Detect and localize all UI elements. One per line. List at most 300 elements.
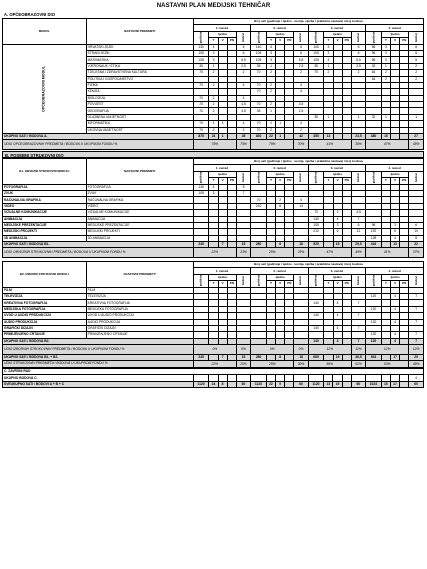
year-header: 1. razred [193,25,250,31]
godisnje-header: godišnje [366,171,382,184]
value-cell: 70 [193,121,209,127]
value-cell: 7 [351,216,365,222]
value-cell: 23,5 [351,134,365,140]
t-header: T [324,38,333,44]
pn-header: PN [227,178,236,184]
bodovi-header: bodovi [409,31,424,44]
bodovi-header: bodovi [351,171,365,184]
value-cell: 15 [381,134,390,140]
value-cell: 1 [324,63,333,69]
modul-name: RAČUNALNA GRAFIKA [3,197,87,203]
value-cell: 4 [236,82,250,88]
value-cell: 4 [294,197,308,203]
subject-name: UVOD U AUDIO PRODUKCIJU [86,313,193,319]
value-cell: 70 [193,108,209,114]
value-cell: 455 [308,134,324,140]
value-cell: 544 [366,355,382,361]
value-cell: 1 [266,63,275,69]
value-cell: 2 [294,127,308,133]
year-header: 2. razred [251,165,308,171]
value-cell: 4 [333,300,342,306]
value-cell: 70 [251,89,267,95]
value-cell: 140 [308,313,324,319]
bodovi-header: bodovi [236,171,250,184]
tjedno-header: tjedno [266,274,293,280]
value-cell: 24 [209,134,218,140]
subject-name: GRAFIČKI DIZAJN [86,325,193,331]
v-header: V [391,38,400,44]
value-cell: 105 [251,50,267,56]
t-header: T [381,178,390,184]
percent-points: 25% [236,361,250,367]
value-cell: 140 [251,44,267,50]
value-cell: 4 [391,332,400,338]
value-cell: 4 [391,293,400,299]
bodovi-header: bodovi [409,274,424,287]
percent-points: 49% [409,361,424,367]
tjedno-header: tjedno [381,274,408,280]
sum-label: UKUPNO SATI / BODOVA A. [3,134,194,140]
subject-name: POLITIKA I GOSPODARSTVO [86,76,193,82]
value-cell: 4 [391,338,400,344]
subject-name: LIKOVNA UMJETNOST [86,127,193,133]
year-header: 3. razred [308,25,365,31]
value-cell: 3 [294,89,308,95]
percent-hours: 47% [308,248,351,258]
value-cell: 3 [324,44,333,50]
value-cell: 70 [193,95,209,101]
bodovi-header: bodovi [351,274,365,287]
value-cell: 3 [381,44,390,50]
value-cell: 13 [391,242,400,248]
tjedno-header: tjedno [266,31,293,37]
subject-name: INFORMATIKA [86,121,193,127]
value-cell: 6 [351,50,365,56]
value-cell: 5 [409,57,424,63]
percent-points: 23% [236,248,250,258]
modul-name: GRAFIČKI DIZAJN [3,325,87,331]
value-cell: 140 [308,338,324,344]
value-cell: 35 [251,63,267,69]
subject-name: POVIJEST [86,102,193,108]
subject-name: VJERONAUK / ETIKA [86,63,193,69]
value-cell: 6 [236,50,250,56]
value-cell: 29,5 [351,242,365,248]
value-cell: 2 [276,197,285,203]
pn-header: PN [400,38,409,44]
value-cell: 4 [209,44,218,50]
modul-name: VIDEO [3,203,87,209]
value-cell: 18 [294,355,308,361]
value-cell: 96 [366,44,382,50]
value-cell: 2 [266,82,275,88]
value-cell: 140 [193,184,209,190]
modul-header: MODUL [3,19,87,45]
value-cell: 105 [251,57,267,63]
value-cell: 35 [308,114,324,120]
percent-points: 0% [236,345,250,355]
value-cell: 2 [381,70,390,76]
godisnje-header: godišnje [193,274,209,287]
v-header: V [276,178,285,184]
tjedno-header: tjedno [381,171,408,177]
subject-name: MEDIJSKE PREZENTACIJE [86,222,193,228]
pn-header: PN [285,281,294,287]
section-b2-table [2,261,424,368]
value-cell: 64 [366,70,382,76]
year-header: 3. razred [308,268,365,274]
subject-name: MEDIJSKI PROJEKTI [86,229,193,235]
value-cell: 4,5 [294,102,308,108]
value-cell [227,381,236,387]
section-c-table [2,368,424,388]
tjedno-header: tjedno [209,171,236,177]
value-cell: 6 [409,44,424,50]
percent-points: 12% [351,345,365,355]
value-cell: 140 [308,216,324,222]
value-cell: 27 [409,134,424,140]
value-cell: 32 [366,63,382,69]
value-cell: 17 [390,381,399,387]
value-cell: 96 [366,57,382,63]
pn-header: PN [227,281,236,287]
value-cell: 1 [266,121,275,127]
bodovi-header: bodovi [409,171,424,184]
modul-cell: OPĆEOBRAZOVNI MODUL [3,44,87,133]
total-row [3,381,424,387]
modul-header: B2. IZBORNI STRUKOVNI MODULI [3,262,87,288]
value-cell: 2,5 [294,63,308,69]
value-cell: 2,5 [294,108,308,114]
v-header: V [333,281,342,287]
modul-name: PRIMIJENJENO CRTANJE [3,332,87,338]
year-header: 3. razred [308,165,365,171]
modul-name: FILM [3,287,87,293]
value-cell: 8 [218,381,227,387]
value-cell: 14 [294,203,308,209]
percent-hours: 22% [193,361,236,367]
subject-name: AUDIO PRODUKCIJA [86,319,193,325]
godisnje-header: godišnje [308,274,324,287]
value-cell: 8 [276,242,285,248]
t-header: T [266,38,275,44]
value-cell: 6 [391,229,400,235]
value-cell: 1120 [193,381,209,387]
value-cell: 70 [251,127,267,133]
value-cell: 7 [409,293,424,299]
subject-name: GLAZBENA UMJETNOST [86,114,193,120]
percent-row [3,140,424,150]
value-cell: 35 [193,63,209,69]
pn-header: PN [285,38,294,44]
pn-header: PN [342,281,351,287]
value-cell: 140 [308,325,324,331]
subject-name: PRIMIJENJENO CRTANJE [86,332,193,338]
value-cell: 2 [236,127,250,133]
value-cell [400,381,409,387]
subject-name: MATEMATIKA [86,57,193,63]
v-header: V [333,178,342,184]
modul-name: MEDIJSKE PREZENTACIJE [3,222,87,228]
pn-header: PN [227,38,236,44]
value-cell: 4 [333,216,342,222]
subject-name: TJELESNA I ZDRAVSTVENA KULTURA [86,70,193,76]
value-cell: 1 [209,121,218,127]
value-cell: 4 [391,235,400,241]
subject-name: FIZIKA [86,82,193,88]
t-header: T [324,281,333,287]
modul-name: MEDIJSKI PROJEKTI [3,229,87,235]
percent-hours: 0% [251,345,294,355]
value-cell: 6 [236,44,250,50]
percent-points: 70% [294,140,308,150]
value-cell: 6 [351,44,365,50]
modul-name: MEDIJSKA FOTOGRAFIJA [3,306,87,312]
subject-name: VIDEO [86,203,193,209]
value-cell: 1120 [308,381,324,387]
value-cell: 8 [276,355,285,361]
section-b-label: B. POSEBNI STRUKOVNI DIO [2,151,424,158]
subject-name: FILM [86,287,193,293]
value-cell: 2 [236,70,250,76]
value-cell: 1 [381,114,390,120]
percent-label: UDIO OBVEZNIH STRUKOVNIH PREDMETA / BODOVA U UKUPNOM FONDU % [3,248,194,258]
value-cell: 120 [366,319,382,325]
v-header: V [276,281,285,287]
value-cell: 22 [409,242,424,248]
value-cell: 1 [218,134,227,140]
percent-points: 30% [294,361,308,367]
t-header: T [324,178,333,184]
bodovi-header: bodovi [236,274,250,287]
subject-name: STRANI JEZIK [86,50,193,56]
value-cell: 70 [308,70,324,76]
value-cell: 192 [366,229,382,235]
value-cell: 4,5 [351,210,365,216]
value-cell: 2 [209,70,218,76]
modul-header: B1. OBVEZNI STRUKOVNI MODULI [3,159,87,185]
value-cell: 6 [333,229,342,235]
value-cell: 2 [409,76,424,82]
v-header: V [391,281,400,287]
section-c-label: C. ZAVRŠNI RAD [3,369,424,375]
godisnje-header: godišnje [193,31,209,44]
subject-name: TELEVIZIJA [86,293,193,299]
value-cell: 7 [409,332,424,338]
value-cell: 1 [276,121,285,127]
value-cell: 1 [218,121,227,127]
value-cell: 4 [333,313,342,319]
subject-name: ANIMACIJA [86,216,193,222]
value-cell: 22 [266,134,275,140]
value-cell: 2 [294,70,308,76]
percent-hours: 41% [308,140,351,150]
modul-name: 3D ANIMACIJA [3,235,87,241]
value-cell: 70 [251,102,267,108]
value-cell: 2 [209,108,218,114]
value-cell: 3 [324,57,333,63]
value-cell: 6 [276,203,285,209]
value-cell: 7 [218,355,227,361]
value-cell: 60 [294,381,308,387]
godisnje-header: godišnje [366,274,382,287]
value-cell: 210 [251,203,267,209]
value-cell: 6 [409,222,424,228]
value-cell: 525 [308,242,324,248]
value-cell: 5,5 [236,57,250,63]
value-cell: 13 [324,381,333,387]
value-cell: 22 [266,381,275,387]
value-cell [342,381,351,387]
value-cell: 245 [193,355,209,361]
modul-name: ZVUK [3,190,87,196]
modul-name: ANIMACIJA [3,216,87,222]
subject-name: BIOLOGIJA [86,95,193,101]
year-header: 1. razred [193,165,250,171]
percent-row [3,361,424,367]
sum-label: UKUPNO SATI / BODOVA B1. + B2. [3,355,194,361]
hours-header: Broj sati (godišnje / tjedno - teorija, vježba i praktična nastava) i broj bodova [193,159,423,165]
t-header: T [209,38,218,44]
value-cell: 4 [333,338,342,344]
v-header: V [333,38,342,44]
value-cell: 2,5 [236,63,250,69]
year-header: 2. razred [251,268,308,274]
percent-label: UDIO OPĆEOBRAZOVNIH PREDMETA / BODOVA U UKUPNOM FONDU % [3,140,194,150]
tjedno-header: tjedno [324,31,351,37]
v-header: V [218,178,227,184]
value-cell: 45 [236,134,250,140]
value-cell: 210 [308,229,324,235]
value-cell: 42 [294,134,308,140]
value-cell: 70 [193,82,209,88]
year-header: 2. razred [251,25,308,31]
value-cell: 6 [409,50,424,56]
bodovi-header: bodovi [236,31,250,44]
percent-hours: 12% [366,345,409,355]
value-cell: 105 [193,50,209,56]
value-cell: 5,5 [351,57,365,63]
value-cell: 105 [308,222,324,228]
value-cell: 4,5 [236,108,250,114]
percent-label: UDIO IZBORNIH STRUKOVNIH PREDMETA / BODOVA U UKUPNOM FONDU % [3,345,194,355]
tjedno-header: tjedno [209,274,236,280]
value-cell: 19 [333,355,342,361]
value-cell: 7 [351,313,365,319]
modul-name: FOTOGRAFIJA [3,184,87,190]
value-cell: 15 [381,381,390,387]
percent-points: 12% [409,345,424,355]
t-header: T [209,281,218,287]
value-cell: 32 [366,114,382,120]
value-cell: 4 [236,121,250,127]
value-cell: 3 [381,57,390,63]
percent-points: 75% [236,140,250,150]
value-cell: 6 [409,235,424,241]
value-cell: 17 [391,355,400,361]
value-cell: 19 [333,381,342,387]
subject-name: FOTOGRAFIJA [86,184,193,190]
t-header: T [266,178,275,184]
value-cell: 120 [366,332,382,338]
value-cell: 2 [209,82,218,88]
value-cell: 8 [236,184,250,190]
percent-row [3,248,424,258]
value-cell: 5,5 [294,57,308,63]
value-cell: 3 [381,50,390,56]
value-cell: 480 [366,134,382,140]
value-cell: 4 [409,375,424,381]
percent-points: 0% [294,345,308,355]
value-cell: 140 [193,44,209,50]
value-cell: 3 [266,57,275,63]
value-cell: 6 [294,50,308,56]
value-cell: 1 [351,114,365,120]
value-cell: 15 [236,355,250,361]
godisnje-header: godišnje [193,171,209,184]
value-cell: 1 [324,114,333,120]
pn-header: PN [400,281,409,287]
percent-hours: 53% [366,361,409,367]
value-cell: 7 [409,306,424,312]
value-cell: 2 [209,127,218,133]
value-cell: 4 [333,325,342,331]
godisnje-header: godišnje [251,171,267,184]
percent-hours: 47% [366,140,409,150]
v-header: V [218,38,227,44]
value-cell: 3 [324,50,333,56]
predmet-header: NASTAVNI PREDMETI* [86,262,193,288]
value-cell: 6 [351,222,365,228]
subject-name: GEOGRAFIJA [86,108,193,114]
percent-points: 61% [351,361,365,367]
value-cell: 60 [236,381,250,387]
percent-hours: 79% [251,140,294,150]
percent-label: UDIO STRUKOVNIH PREDMETA / BODOVA U UKUPNOM FONDU % [3,361,194,367]
value-cell: 4 [266,44,275,50]
value-cell: 3 [391,222,400,228]
hours-header: Broj sati (godišnje / tjedno - teorija, vježba i praktična nastava) i broj bodova [193,262,423,268]
value-cell: 2 [409,70,424,76]
value-cell: 70 [251,82,267,88]
value-cell: 120 [366,338,382,344]
value-cell: 64 [366,76,382,82]
subject-name: RAČUNALNA GRAFIKA [86,197,193,203]
value-cell: 70 [193,70,209,76]
value-cell: 128 [366,235,382,241]
t-header: T [381,281,390,287]
subject-name: MEDIJSKA FOTOGRAFIJA [86,306,193,312]
modul-name: TELEVIZIJA [3,293,87,299]
value-cell: 13 [324,134,333,140]
v-header: V [391,178,400,184]
value-cell: 7 [351,300,365,306]
value-cell: 36,5 [351,355,365,361]
value-cell: 1120 [251,381,267,387]
value-cell: 4 [294,121,308,127]
value-cell: 3 [266,50,275,56]
hours-header: Broj sati (godišnje / tjedno - teorija, vježba i praktična nastava) i broj bodova [193,19,423,25]
subject-name: 3D ANIMACIJA [86,235,193,241]
value-cell: 15 [333,242,342,248]
value-cell: 35 [308,63,324,69]
value-cell: 105 [193,57,209,63]
godisnje-header: godišnje [366,31,382,44]
value-cell: 875 [193,134,209,140]
value-cell: 70 [251,197,267,203]
value-cell: 70 [193,102,209,108]
percent-points: 25% [294,248,308,258]
